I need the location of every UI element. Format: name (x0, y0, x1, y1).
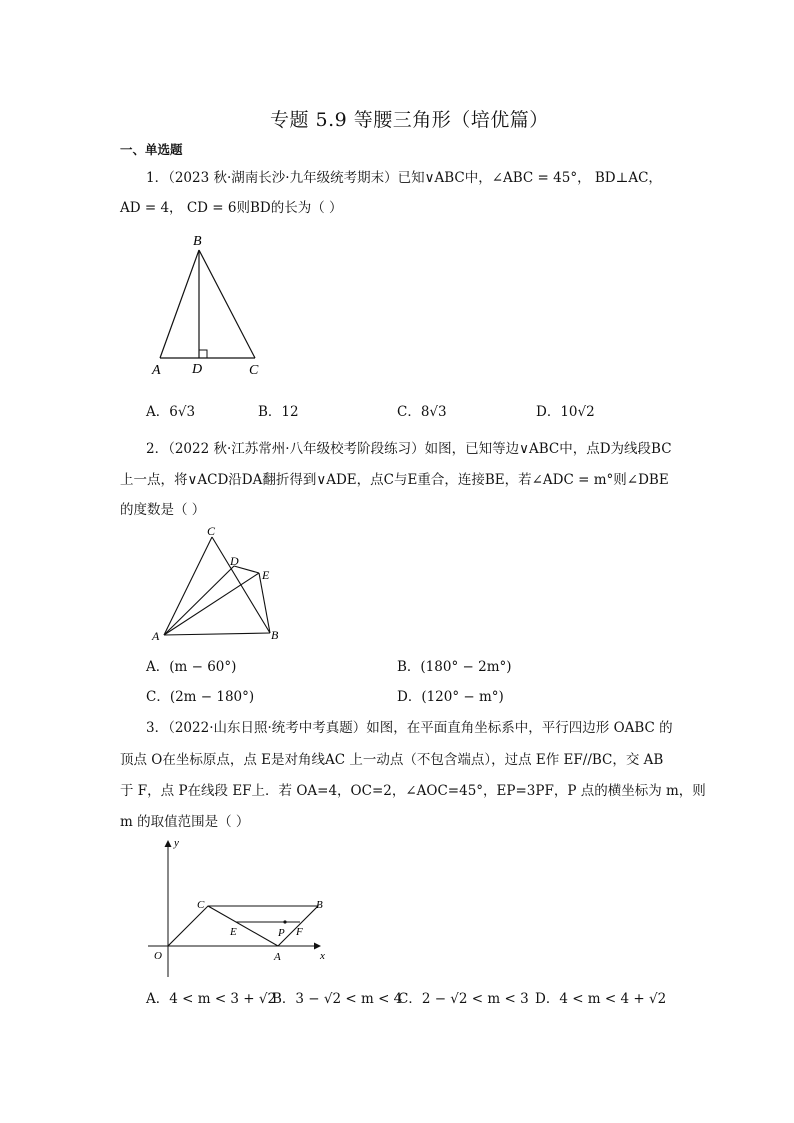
q2-side-ab (164, 633, 270, 635)
q3-label-a: A (274, 951, 281, 963)
q3-label-f: F (296, 926, 303, 938)
q2-label-a: A (152, 629, 160, 643)
question-1-figure (145, 228, 275, 380)
q3-label-p: P (278, 927, 285, 939)
question-1-line-2: AD = 4， CD = 6则BD的长为（ ） (120, 200, 343, 216)
question-3-option-a[interactable]: A．4 < m < 3 + √2 (146, 991, 277, 1007)
q1-label-c: C (249, 363, 259, 378)
q3-label-b: B (316, 899, 323, 911)
section-heading: 一、单选题 (120, 142, 183, 157)
question-2-option-c[interactable]: C．(2m − 180°) (146, 689, 255, 705)
q3-label-o: O (154, 950, 162, 962)
q3-label-y: y (174, 837, 179, 849)
question-3-option-b[interactable]: B．3 − √2 < m < 4 (272, 991, 403, 1007)
question-2-line-3: 的度数是（ ） (120, 502, 206, 518)
q2-side-ac (164, 537, 212, 635)
q1-side-ab (160, 250, 199, 358)
question-3-option-c[interactable]: C．2 − √2 < m < 3 (398, 991, 529, 1007)
page-title: 专题 5.9 等腰三角形（培优篇） (270, 109, 549, 131)
question-3-line-1: 3．（2022·山东日照·统考中考真题）如图，在平面直角坐标系中，平行四边形 OABC 的 (146, 720, 673, 736)
question-2-line-1: 2．（2022 秋·江苏常州·八年级校考阶段练习）如图，已知等边∨ABC中，点D为线段BC (146, 441, 672, 457)
q2-label-e: E (262, 568, 270, 582)
question-1-option-a[interactable]: A．6√3 (146, 404, 196, 420)
q3-label-x: x (320, 950, 325, 962)
q2-segment-ad (164, 566, 234, 635)
question-2-option-a[interactable]: A．(m − 60°) (146, 659, 237, 675)
q3-point-p (283, 920, 286, 923)
question-2-option-b[interactable]: B．(180° − 2m°) (397, 659, 512, 675)
question-1-line-1: 1．（2023 秋·湖南长沙·九年级统考期末）已知∨ABC中，∠ABC = 45°， BD⊥AC， (146, 170, 662, 186)
q1-label-a: A (152, 363, 161, 378)
q1-right-angle-mark (199, 350, 207, 358)
question-2-line-2: 上一点，将∨ACD沿DA翻折得到∨ADE，点C与E重合，连接BE，若∠ADC = m°则∠DBE (120, 472, 669, 488)
question-3-line-3: 于 F，点 P在线段 EF上．若 OA=4，OC=2，∠AOC=45°，EP=3PF，P 点的横坐标为 m，则 (120, 783, 706, 799)
q2-label-b: B (271, 628, 279, 642)
q2-label-c: C (207, 524, 216, 538)
question-1-option-b[interactable]: B．12 (258, 404, 299, 420)
question-2-figure (145, 522, 295, 647)
q3-diagonal-ac (208, 906, 278, 946)
q2-label-d: D (230, 554, 239, 568)
q1-label-d: D (192, 362, 203, 377)
question-3-line-2: 顶点 O在坐标原点，点 E是对角线AC 上一动点（不包含端点），过点 E作 EF//BC，交 AB (120, 752, 664, 768)
q3-label-e: E (230, 926, 237, 938)
question-1-option-d[interactable]: D．10√2 (536, 404, 595, 420)
q2-segment-ae (164, 573, 259, 635)
question-3-line-4: m 的取值范围是（ ） (120, 814, 250, 830)
q3-label-c: C (197, 899, 205, 911)
question-3-figure (140, 835, 340, 980)
q1-side-bc (199, 250, 255, 358)
question-3-option-d[interactable]: D．4 < m < 4 + √2 (535, 991, 667, 1007)
q1-label-b: B (193, 234, 202, 249)
question-1-option-c[interactable]: C．8√3 (397, 404, 447, 420)
question-2-option-d[interactable]: D．(120° − m°) (397, 689, 504, 705)
